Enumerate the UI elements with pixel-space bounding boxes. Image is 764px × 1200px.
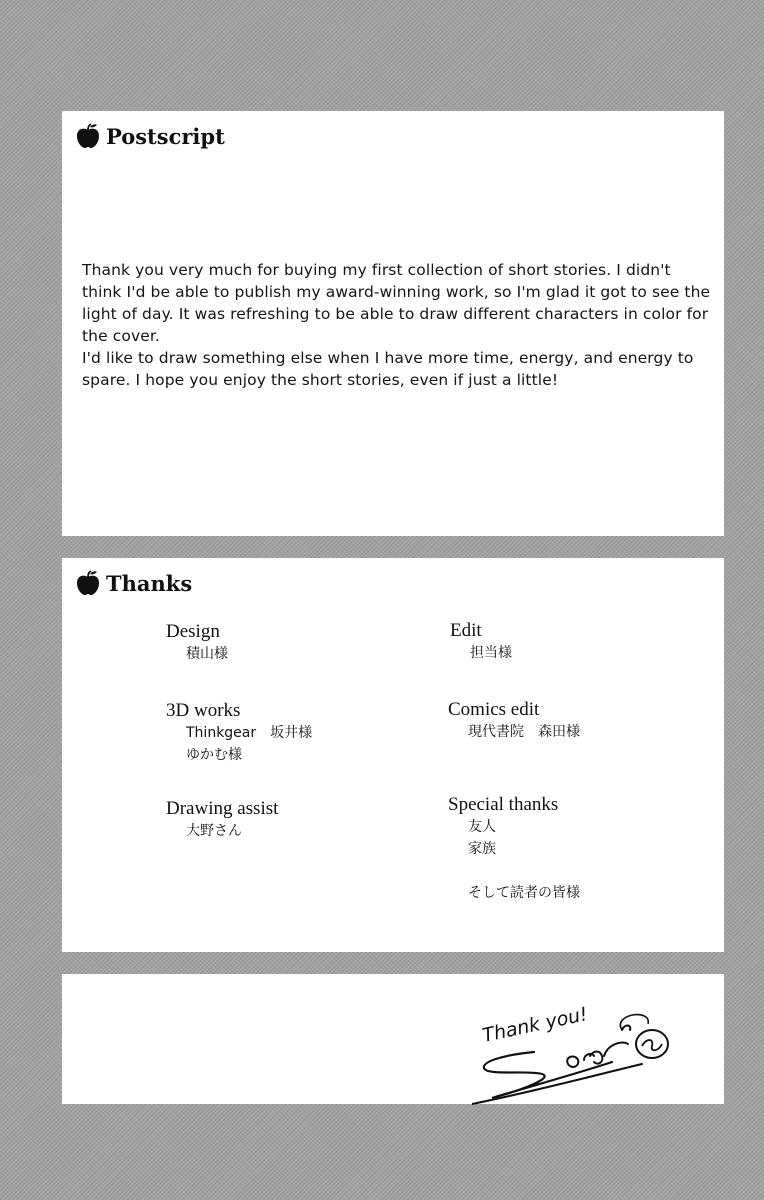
credit-edit	[450, 620, 512, 664]
thanks-panel	[62, 558, 724, 952]
postscript-panel	[62, 111, 724, 536]
signature-image	[472, 994, 712, 1106]
credit-name: 担当様	[470, 645, 512, 661]
postscript-title: Postscript	[106, 123, 225, 149]
signature-panel	[62, 974, 724, 1104]
apple-icon	[76, 570, 100, 596]
credit-name: Thinkgear 坂井様	[186, 725, 313, 741]
apple-icon	[76, 123, 100, 149]
postscript-paragraph: Thank you very much for buying my first collection of short stories. I didn't think I'd be able to publish my award-winning work, so I'm glad it got to see the light of day. It was refreshing to be able to draw different characters in color for the cover.	[82, 261, 711, 345]
postscript-text	[82, 259, 712, 391]
credit-role: Design	[166, 621, 220, 642]
thank-you-handwriting: Thank you!	[480, 1003, 590, 1047]
credit-name: 積山様	[186, 646, 228, 662]
credit-comics-edit	[448, 699, 580, 743]
thanks-title: Thanks	[106, 570, 193, 596]
credit-role: Comics edit	[448, 699, 540, 720]
credit-name: 大野さん	[186, 823, 242, 839]
thanks-heading	[76, 570, 192, 596]
credit-role: Drawing assist	[166, 798, 279, 819]
credit-3d-works	[166, 700, 312, 766]
credit-role: Edit	[450, 620, 482, 641]
credit-special-thanks	[448, 794, 580, 904]
credit-name: 家族	[468, 841, 496, 857]
credit-role: 3D works	[166, 700, 241, 721]
credit-name: ゆかむ様	[186, 747, 242, 763]
credit-drawing-assist	[166, 798, 278, 842]
credit-role: Special thanks	[448, 794, 559, 815]
postscript-heading	[76, 123, 225, 149]
postscript-paragraph: I'd like to draw something else when I have more time, energy, and energy to spare. I hope you enjoy the short stories, even if just a little!	[82, 349, 694, 389]
credit-name: そして読者の皆様	[468, 885, 580, 901]
credit-name: 友人	[468, 819, 496, 835]
credit-name: 現代書院 森田様	[468, 724, 580, 740]
credit-design	[166, 621, 228, 665]
